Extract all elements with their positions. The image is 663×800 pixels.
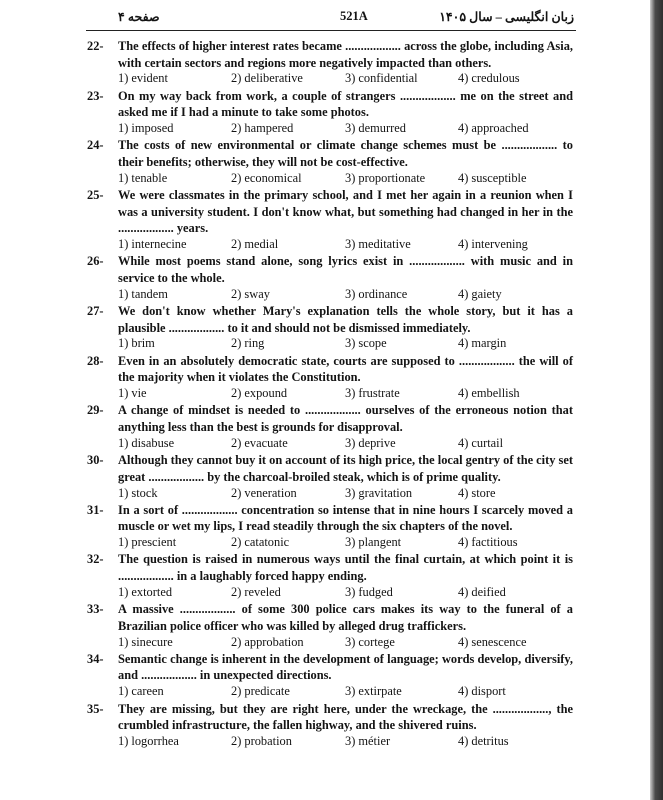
question-stem: Even in an absolutely democratic state, courts are supposed to .................. the will of the majority when it violates the Constitution. [118,353,573,385]
option-3: 3) fudged [345,584,393,599]
question-item [0,38,650,88]
question-stem: A change of mindset is needed to .................. ourselves of the erroneous notion that anything less than the best is grounds for disapproval. [118,403,573,435]
option-2: 2) approbation [231,634,304,649]
answer-options [118,485,578,501]
option-1: 1) tenable [118,170,168,185]
question-number: 31- [87,502,104,517]
answer-options [118,70,578,86]
option-4: 4) store [458,485,496,500]
question-item [0,651,650,701]
question-item [0,701,650,751]
option-1: 1) extorted [118,584,173,599]
answer-options [118,385,578,401]
question-stem: The effects of higher interest rates became .................. across the globe, including Asia, with certain sectors and regions more negatively impacted than others. [118,39,573,70]
option-3: 3) métier [345,733,391,748]
option-4: 4) intervening [458,237,528,252]
page-header [118,9,574,27]
question-item [0,601,650,651]
booklet-code: 521A [340,9,368,23]
option-1: 1) tandem [118,286,168,301]
option-1: 1) careen [118,684,164,699]
question-stem: While most poems stand alone, song lyrics exist in .................. with music and in service to the whole. [118,254,573,285]
header-divider [86,30,576,31]
question-stem: The costs of new environmental or climate change schemes must be .................. to their benefits; otherwise, they will not be cost-effective. [118,138,573,169]
question-stem: We were classmates in the primary school, and I met her again in a reunion when I was a university student. I don't know what, but something had changed in her in the .................. years. [118,188,573,236]
option-1: 1) logorrhea [118,733,179,748]
question-number: 25- [87,188,104,203]
page-number-label: صفحه ۴ [118,10,160,24]
option-3: 3) gravitation [345,485,413,500]
scan-edge-shadow [650,0,663,800]
option-2: 2) veneration [231,485,297,500]
option-3: 3) plangent [345,535,402,550]
answer-options [118,435,578,451]
subject-title: زبان انگلیسی – سال ۱۴۰۵ [439,10,574,24]
option-4: 4) curtail [458,435,504,450]
question-item [0,402,650,452]
question-number: 27- [87,304,104,319]
question-number: 34- [87,651,104,666]
question-number: 28- [87,353,104,368]
question-item [0,88,650,138]
question-stem: The question is raised in numerous ways until the final curtain, at which point it is .................. in a laughably forced happy ending. [118,552,573,584]
option-2: 2) hampered [231,121,294,136]
option-4: 4) gaiety [458,286,502,301]
answer-options [118,236,578,252]
option-3: 3) meditative [345,237,411,252]
option-1: 1) vie [118,386,147,401]
option-4: 4) susceptible [458,170,527,185]
option-4: 4) margin [458,336,507,351]
option-4: 4) detritus [458,733,509,748]
option-2: 2) expound [231,386,288,401]
question-item [0,137,650,187]
option-4: 4) embellish [458,386,520,401]
question-stem: We don't know whether Mary's explanation tells the whole story, but it has a plausible .................. to it and should not be dismissed immediately. [118,304,573,335]
option-2: 2) economical [231,170,302,185]
option-1: 1) brim [118,336,155,351]
question-stem: A massive .................. of some 300 police cars makes its way to the funeral of a Brazilian police officer who was killed by alleged drug traffickers. [118,602,573,633]
option-1: 1) sinecure [118,634,173,649]
answer-options [118,335,578,351]
option-4: 4) deified [458,584,506,599]
question-stem: On my way back from work, a couple of strangers .................. me on the street and asked me if I had a minute to take some photos. [118,88,573,120]
option-3: 3) proportionate [345,170,426,185]
question-item [0,303,650,353]
question-number: 33- [87,602,104,617]
option-3: 3) scope [345,336,387,351]
option-2: 2) probation [231,733,292,748]
option-2: 2) catatonic [231,535,290,550]
option-3: 3) confidential [345,71,418,86]
answer-options [118,634,578,650]
question-number: 23- [87,88,104,103]
option-3: 3) demurred [345,121,406,136]
answer-options [118,534,578,550]
question-stem: They are missing, but they are right here, under the wreckage, the .................., the crumbled infrastructure, the fallen highway, and the shivered ruins. [118,701,573,733]
question-list [0,38,650,750]
answer-options [118,120,578,136]
option-1: 1) internecine [118,237,187,252]
option-1: 1) prescient [118,535,177,550]
option-1: 1) stock [118,485,158,500]
question-item [0,253,650,303]
question-number: 30- [87,453,104,468]
option-2: 2) medial [231,237,279,252]
option-4: 4) credulous [458,71,520,86]
option-4: 4) disport [458,684,506,699]
question-number: 35- [87,701,104,716]
answer-options [118,286,578,302]
question-stem: Semantic change is inherent in the development of language; words develop, diversify, and .................. in unexpected directions. [118,651,573,683]
question-item [0,551,650,601]
option-4: 4) factitious [458,535,518,550]
option-1: 1) evident [118,71,168,86]
question-number: 24- [87,138,104,153]
option-3: 3) extirpate [345,684,402,699]
option-1: 1) disabuse [118,435,175,450]
question-stem: In a sort of .................. concentration so intense that in nine hours I scarcely moved a muscle or wet my lips, I read steadily through the six chapters of the novel. [118,502,573,534]
option-2: 2) deliberative [231,71,303,86]
option-2: 2) reveled [231,584,281,599]
option-3: 3) ordinance [345,286,408,301]
question-item [0,502,650,552]
question-number: 32- [87,552,104,567]
question-number: 26- [87,254,104,269]
option-2: 2) sway [231,286,270,301]
question-number: 29- [87,403,104,418]
answer-options [118,170,578,186]
answer-options [118,683,578,699]
question-item [0,187,650,253]
question-number: 22- [87,39,104,53]
option-2: 2) predicate [231,684,290,699]
option-2: 2) ring [231,336,265,351]
answer-options [118,584,578,600]
question-item [0,353,650,403]
answer-options [118,733,578,749]
question-item [0,452,650,502]
option-4: 4) approached [458,121,529,136]
option-3: 3) cortege [345,634,395,649]
option-4: 4) senescence [458,634,527,649]
option-2: 2) evacuate [231,435,288,450]
option-3: 3) deprive [345,435,396,450]
option-3: 3) frustrate [345,386,400,401]
option-1: 1) imposed [118,121,174,136]
question-stem: Although they cannot buy it on account of its high price, the local gentry of the city set great .................. by the charcoal-broiled steak, which is of prime quality. [118,453,573,484]
